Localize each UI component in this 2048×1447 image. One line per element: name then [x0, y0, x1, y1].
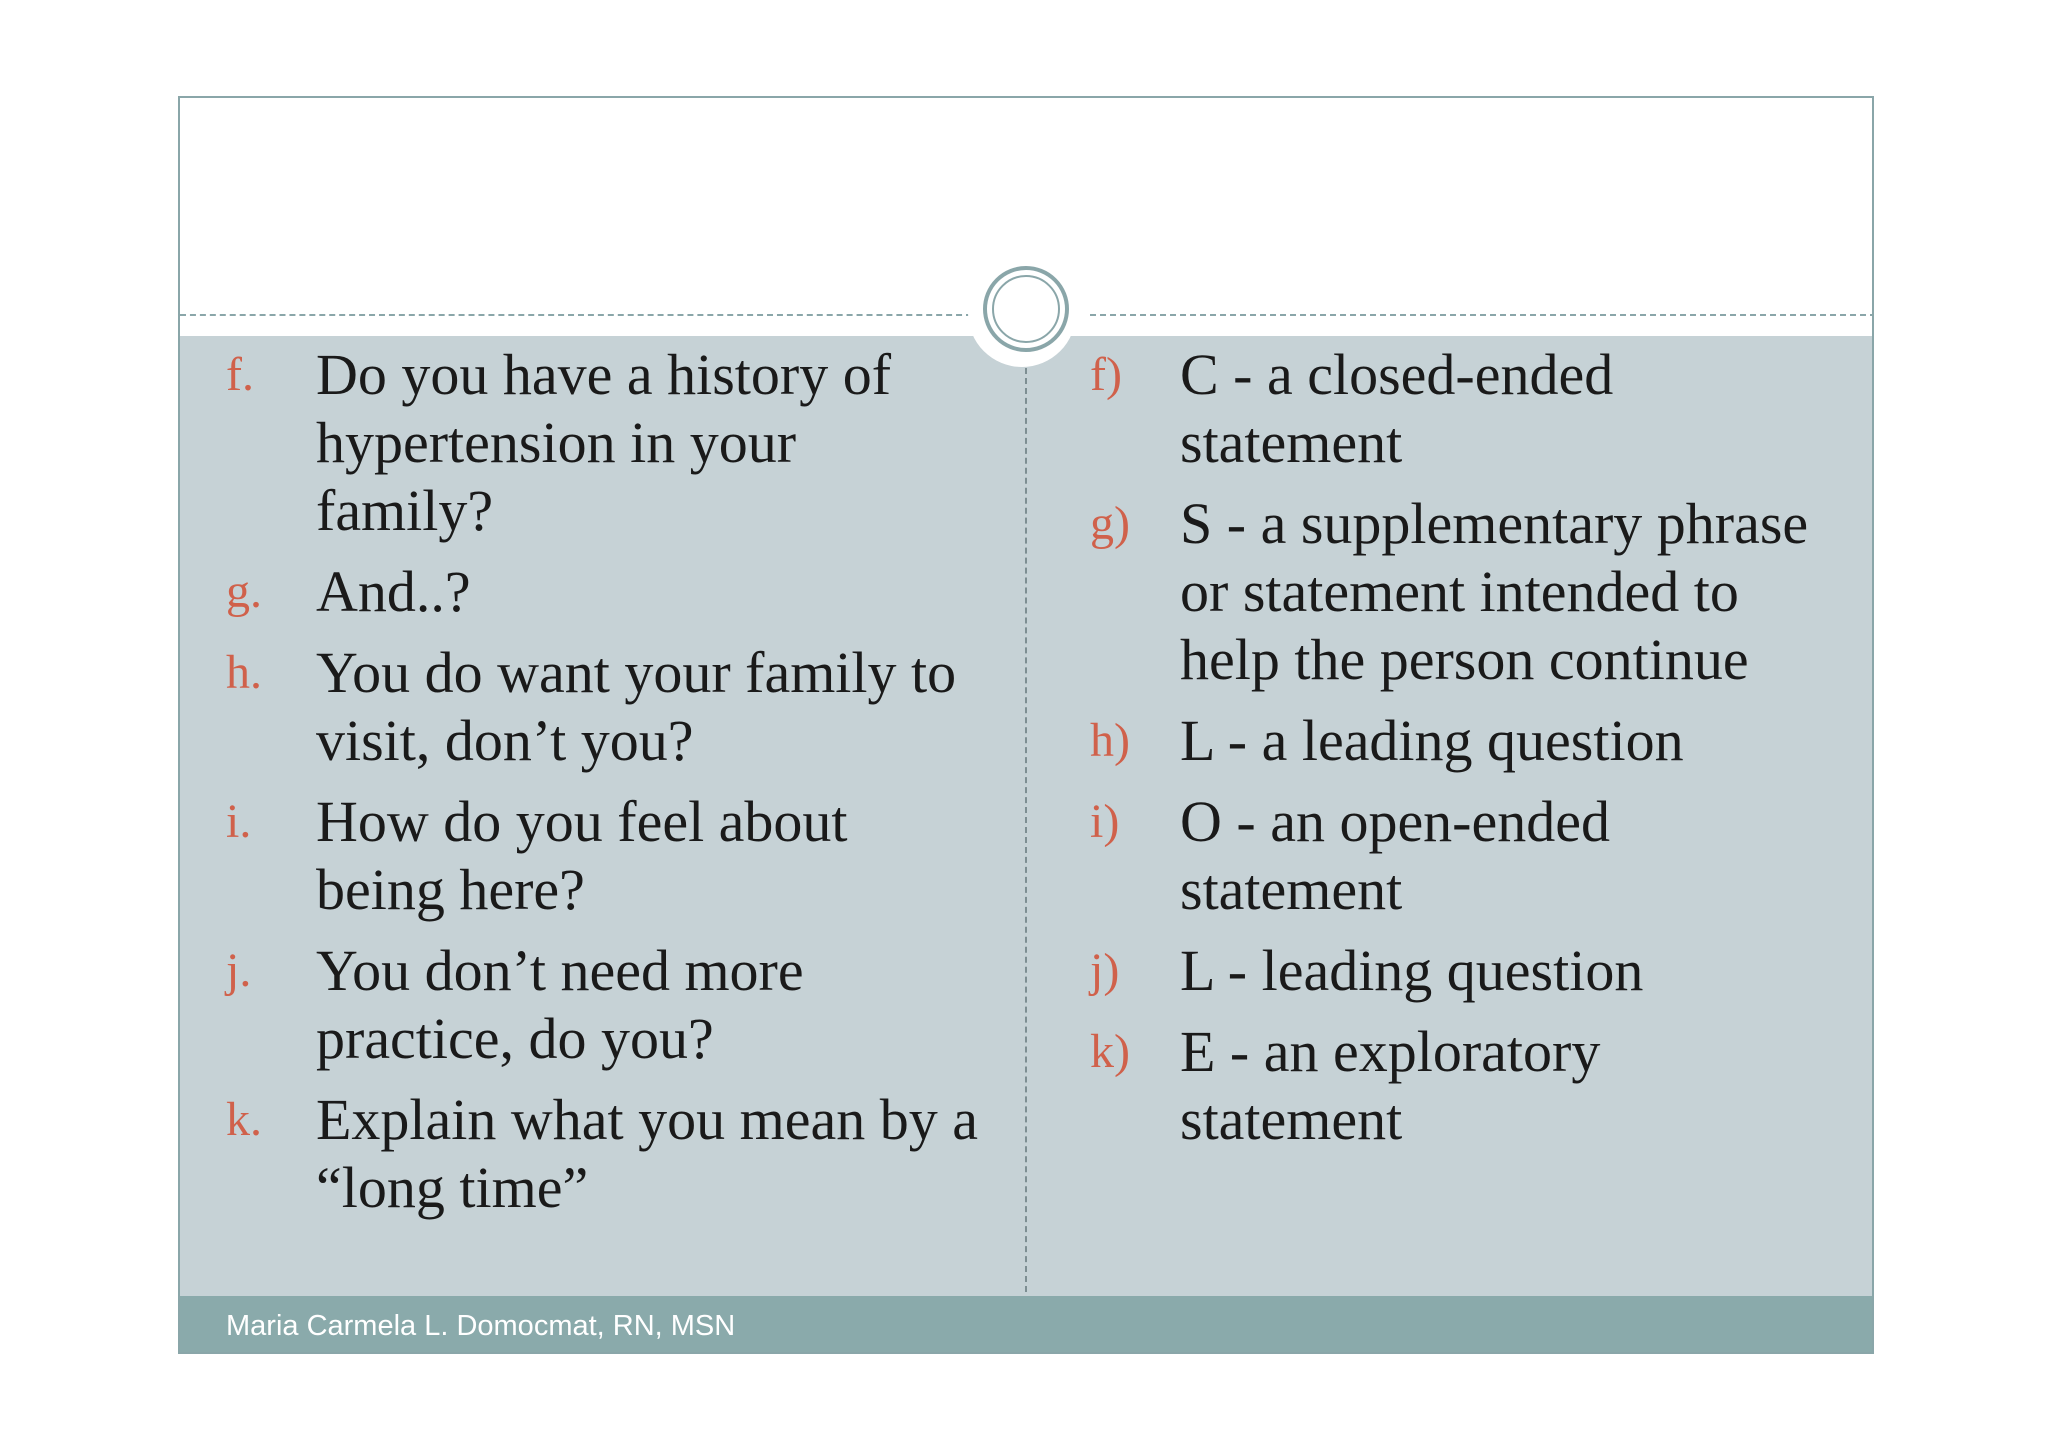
list-item	[1090, 937, 1830, 1005]
list-item-text: And..?	[316, 559, 471, 624]
right-column-list	[1090, 341, 1830, 1167]
list-item	[1090, 788, 1830, 924]
list-item	[226, 558, 986, 626]
column-divider	[1025, 368, 1027, 1292]
footer-bar	[180, 1296, 1872, 1354]
header-divider-right	[1090, 314, 1874, 316]
list-item	[226, 639, 986, 775]
inner-circle-ornament-icon	[992, 275, 1060, 343]
list-marker: h)	[1090, 714, 1130, 767]
list-marker: f)	[1090, 348, 1122, 401]
list-marker: g)	[1090, 497, 1130, 550]
list-item	[1090, 341, 1830, 477]
header-divider-left	[180, 314, 972, 316]
list-item-text: You don’t need more practice, do you?	[316, 938, 804, 1071]
list-item	[1090, 1018, 1830, 1154]
list-item-text: Do you have a history of hypertension in your family?	[316, 342, 892, 543]
list-item-text: C - a closed-ended statement	[1180, 342, 1614, 475]
list-item-text: L - a leading question	[1180, 708, 1684, 773]
list-item-text: E - an exploratory statement	[1180, 1019, 1601, 1152]
list-item-text: You do want your family to visit, don’t you?	[316, 640, 957, 773]
list-marker: g.	[226, 565, 262, 618]
list-item	[226, 937, 986, 1073]
list-marker: i)	[1090, 795, 1120, 848]
list-marker: h.	[226, 646, 262, 699]
list-marker: j)	[1090, 944, 1120, 997]
list-item	[1090, 490, 1830, 694]
list-item-text: Explain what you mean by a “long time”	[316, 1087, 978, 1220]
list-item	[1090, 707, 1830, 775]
list-item	[226, 341, 986, 545]
list-item-text: L - leading question	[1180, 938, 1644, 1003]
list-item	[226, 1086, 986, 1222]
list-item-text: O - an open-ended statement	[1180, 789, 1610, 922]
footer-author: Maria Carmela L. Domocmat, RN, MSN	[226, 1310, 736, 1342]
list-marker: f.	[226, 348, 254, 401]
list-item	[226, 788, 986, 924]
list-marker: k)	[1090, 1025, 1130, 1078]
list-item-text: How do you feel about being here?	[316, 789, 848, 922]
list-marker: k.	[226, 1093, 262, 1146]
list-marker: i.	[226, 795, 252, 848]
slide	[178, 96, 1874, 1354]
list-marker: j.	[226, 944, 252, 997]
list-item-text: S - a supplementary phrase or statement intended to help the person continue	[1180, 491, 1809, 692]
left-column-list	[226, 341, 986, 1235]
